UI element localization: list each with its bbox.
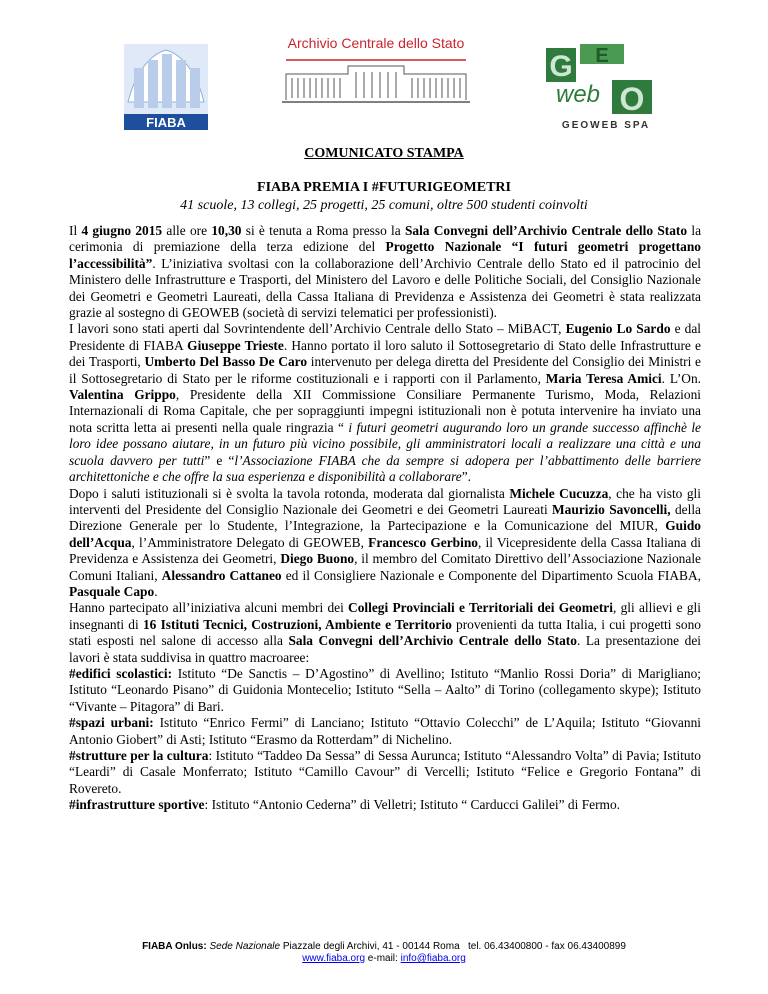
geoweb-logo-web: web bbox=[555, 81, 601, 108]
svg-text:E: E bbox=[595, 45, 609, 67]
subtitle: 41 scuole, 13 collegi, 25 progetti, 25 comuni, oltre 500 studenti coinvolti bbox=[180, 198, 588, 213]
headline: FIABA PREMIA I #FUTURIGEOMETRI bbox=[257, 180, 511, 195]
header bbox=[0, 0, 768, 140]
footer bbox=[0, 941, 768, 965]
paragraph-intro: Il 4 giugno 2015 alle ore 10,30 si è tenuta a Roma presso la Sala Convegni dell’Archivio Centrale dello Stato la cerimonia di premiazione della terza edizione del Progetto Nazionale “I futuri geometri progettano l’accessibilità”. L’iniziativa svoltasi con la collaborazione dell’Archivio Centrale dello Stato ed il patrocinio del Ministero delle Infrastrutture e Trasporti, del Ministero del Lavoro e delle Politiche Sociali, del Consiglio Nazionale dei Geometri e Geometri Laureati, della Cassa Italiana di Previdenza e Assistenza dei Geometri è stata realizzata grazie al sostegno di GEOWEB (società di servizi telematici per professionisti). bbox=[69, 223, 702, 321]
paragraph-opening: I lavori sono stati aperti dal Sovrintendente dell’Archivio Centrale dello Stato – MiBACT, Eugenio Lo Sardo e dal Presidente di FIABA Giuseppe Trieste. Hanno portato il loro saluto il Sottosegretario di Stato delle Infrastrutture e dei Trasporti, Umberto Del Basso De Caro intervenuto per delega diretta del Presidente del Consiglio dei Ministri e il Sottosegretario di Stato per le riforme costituzionali e i rapporti con il Parlamento, Maria Teresa Amici. L’On. Valentina Grippo, Presidente della XII Commissione Consiliare Permanente Turismo, Moda, Relazioni Internazionali di Roma Capitale, che per sopraggiunti impegni istituzionali non è potuta intervenire ha inviato una nota scritta letta ai presenti nella quale ringrazia “ i futuri geometri augurando loro un grande successo affinchè le loro idee possano aiutare, in un futuro più vicino possibile, gli amministratori locali a realizzare una città e una scuola davvero per tutti” e “l’Associazione FIABA che da sempre si adopera per l’abbattimento delle barriere architettoniche e che offre la sua esperienza e disponibilità a collaborare”. bbox=[69, 321, 702, 485]
footer-org: FIABA Onlus: bbox=[142, 941, 207, 952]
footer-contact-line bbox=[0, 953, 768, 965]
acs-logo bbox=[278, 30, 474, 114]
footer-seat: Sede Nazionale bbox=[209, 941, 281, 952]
title-block bbox=[0, 146, 768, 214]
fiaba-logo-text: FIABA bbox=[146, 115, 186, 130]
paragraph-round-table: Dopo i saluti istituzionali si è svolta la tavola rotonda, moderata dal giornalista Michele Cucuzza, che ha visto gli interventi del Presidente del Consiglio Nazionale dei Geometri e dei Geometri Laureati Maurizio Savoncelli, della Direzione Generale per lo Studente, l’Integrazione, la Partecipazione e la Comunicazione del MIUR, Guido dell’Acqua, l’Amministratore Delegato di GEOWEB, Francesco Gerbino, il Vicepresidente della Cassa Italiana di Previdenza e Assistenza dei Geometri, Diego Buono, il membro del Comitato Direttivo dell’Associazione Nazionale Comuni Italiani, Alessandro Cattaneo ed il Consigliere Nazionale e Componente del Dipartimento Scuola FIABA, Pasquale Capo. bbox=[69, 485, 702, 599]
fiaba-logo bbox=[118, 42, 214, 132]
paragraph-participants: Hanno partecipato all’iniziativa alcuni membri dei Collegi Provinciali e Territoriali dei Geometri, gli allievi e gli insegnanti di 16 Istituti Tecnici, Costruzioni, Ambiente e Territorio provenienti da tutta Italia, i cui progetti sono stati esposti nel salone di accesso alla Sala Convegni dell’Archivio Centrale dello Stato. La presentazione dei lavori è stata suddivisa in quattro macroaree: bbox=[69, 600, 702, 665]
footer-address: Piazzale degli Archivi, 41 - 00144 Roma bbox=[282, 941, 460, 952]
footer-phone: tel. 06.43400800 - fax 06.43400899 bbox=[467, 941, 626, 952]
geoweb-logo bbox=[540, 40, 670, 132]
svg-text:O: O bbox=[619, 81, 645, 117]
area-infrastrutture-sportive: #infrastrutture sportive: Istituto “Antonio Cederna” di Velletri; Istituto “ Carducci Galilei” di Fermo. bbox=[69, 797, 621, 813]
geoweb-logo-text: GEOWEB SPA bbox=[561, 120, 651, 131]
area-strutture-cultura: #strutture per la cultura: Istituto “Taddeo Da Sessa” di Sessa Aurunca; Istituto “Alessandro Volta” di Pavia; Istituto “Leardi” di Casale Monferrato; Istituto “Camillo Cavour” di Vercelli; Istituto “Felice e Gregorio Fontana” di Rovereto. bbox=[69, 748, 701, 796]
document-label: COMUNICATO STAMPA bbox=[304, 146, 464, 161]
website-link[interactable]: www.fiaba.org bbox=[302, 953, 366, 964]
email-link[interactable]: info@fiaba.org bbox=[400, 953, 466, 964]
article-body bbox=[69, 223, 701, 814]
email-label: e-mail: bbox=[367, 953, 398, 964]
acs-logo-text: Archivio Centrale dello Stato bbox=[287, 35, 465, 51]
footer-address-line bbox=[0, 941, 768, 953]
area-edifici-scolastici: #edifici scolastici: Istituto “De Sanctis – D’Agostino” di Avellino; Istituto “Manlio Rossi Doria” di Marigliano; Istituto “Leonardo Pisano” di Guidonia Montecelio; Istituto “Sella – Aalto” di Torino (collegamento skype); Istituto “Vivante – Pitagora” di Bari. bbox=[69, 665, 701, 714]
svg-text:G: G bbox=[549, 50, 573, 83]
area-spazi-urbani: #spazi urbani: Istituto “Enrico Fermi” di Lanciano; Istituto “Ottavio Colecchi” de L’Aquila; Istituto “Giovanni Antonio Giobert” di Asti; Istituto “Erasmo da Rotterdam” di Nichelino. bbox=[69, 715, 701, 747]
